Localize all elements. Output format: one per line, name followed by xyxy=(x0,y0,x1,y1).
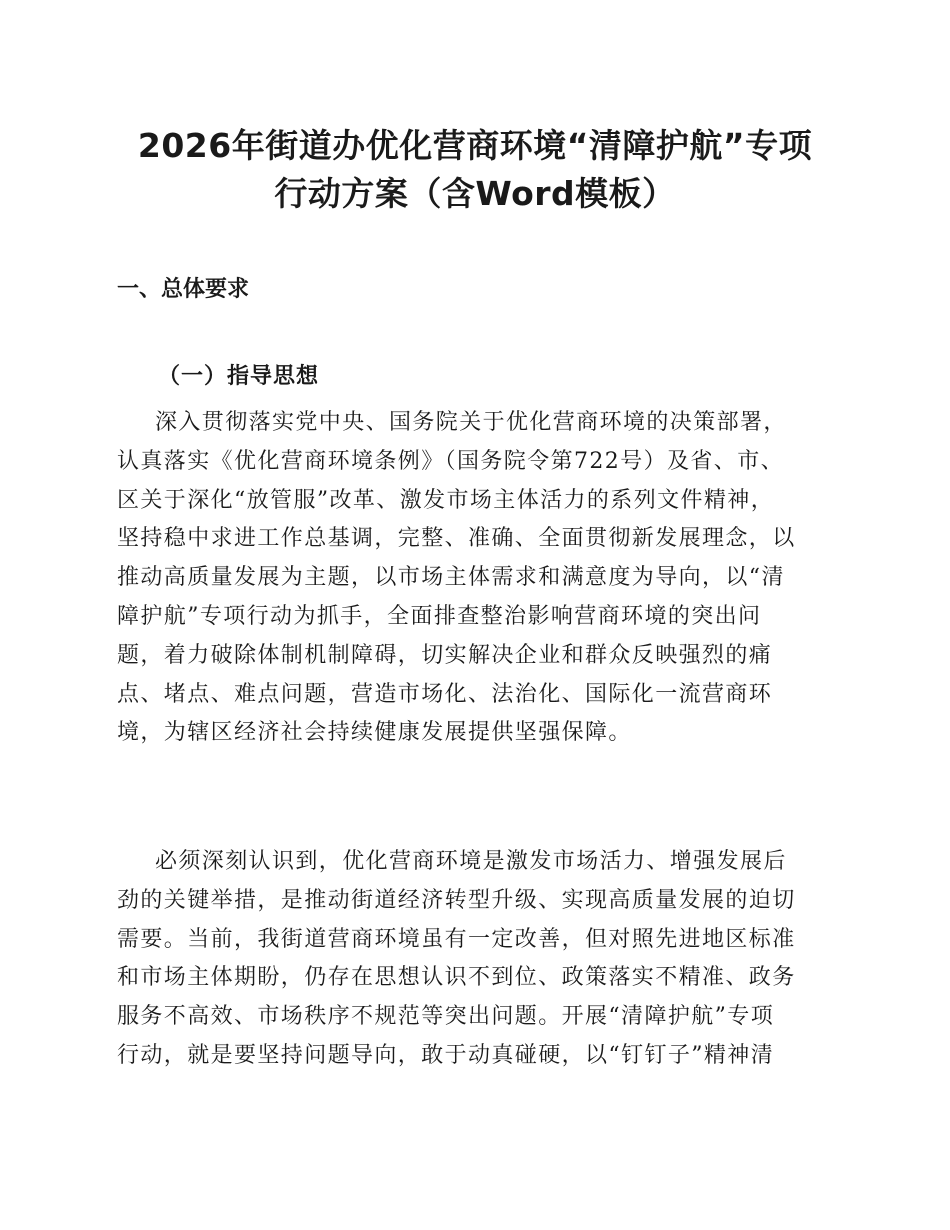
text-line: 坚持稳中求进工作总基调，完整、准确、全面贯彻新发展理念，以 xyxy=(117,526,796,552)
text-line: 障护航”专项行动为抓手，全面排查整治影响营商环境的突出问 xyxy=(117,603,762,629)
text-line: 点、堵点、难点问题，营造市场化、法治化、国际化一流营商环 xyxy=(117,681,773,707)
text-line: 推动高质量发展为主题，以市场主体需求和满意度为导向，以“清 xyxy=(117,565,785,591)
document-title xyxy=(80,122,870,218)
title-line: 2026年街道办优化营商环境“清障护航”专项 xyxy=(137,126,813,165)
text-line: 境，为辖区经济社会持续健康发展提供坚强保障。 xyxy=(117,720,632,746)
paragraph-guiding-ideology xyxy=(117,404,837,753)
text-line: 需要。当前，我街道营商环境虽有一定改善，但对照先进地区标准 xyxy=(117,926,796,952)
text-line: 行动，就是要坚持问题导向，敢于动真碰硬，以“钉钉子”精神清 xyxy=(117,1042,775,1068)
text-line: 区关于深化“放管服”改革、激发市场主体活力的系列文件精神， xyxy=(117,487,775,513)
sub-heading: （一）指导思想 xyxy=(158,363,320,389)
text-line: 必须深刻认识到，优化营商环境是激发市场活力、增强发展后 xyxy=(155,849,787,874)
text-line: 题，着力破除体制机制障碍，切实解决企业和群众反映强烈的痛 xyxy=(117,642,773,668)
text-line: 和市场主体期盼，仍存在思想认识不到位、政策落实不精准、政务 xyxy=(117,965,796,991)
section-heading: 一、总体要求 xyxy=(117,277,250,302)
text-line: 认真落实《优化营商环境条例》（国务院令第722号）及省、市、 xyxy=(117,448,784,474)
text-line: 深入贯彻落实党中央、国务院关于优化营商环境的决策部署， xyxy=(155,410,787,435)
paragraph-significance xyxy=(117,843,837,1076)
text-line: 服务不高效、市场秩序不规范等突出问题。开展“清障护航”专项 xyxy=(117,1004,775,1030)
title-line: 行动方案（含Word模板） xyxy=(274,174,676,213)
text-line: 劲的关键举措，是推动街道经济转型升级、实现高质量发展的迫切 xyxy=(117,887,796,913)
